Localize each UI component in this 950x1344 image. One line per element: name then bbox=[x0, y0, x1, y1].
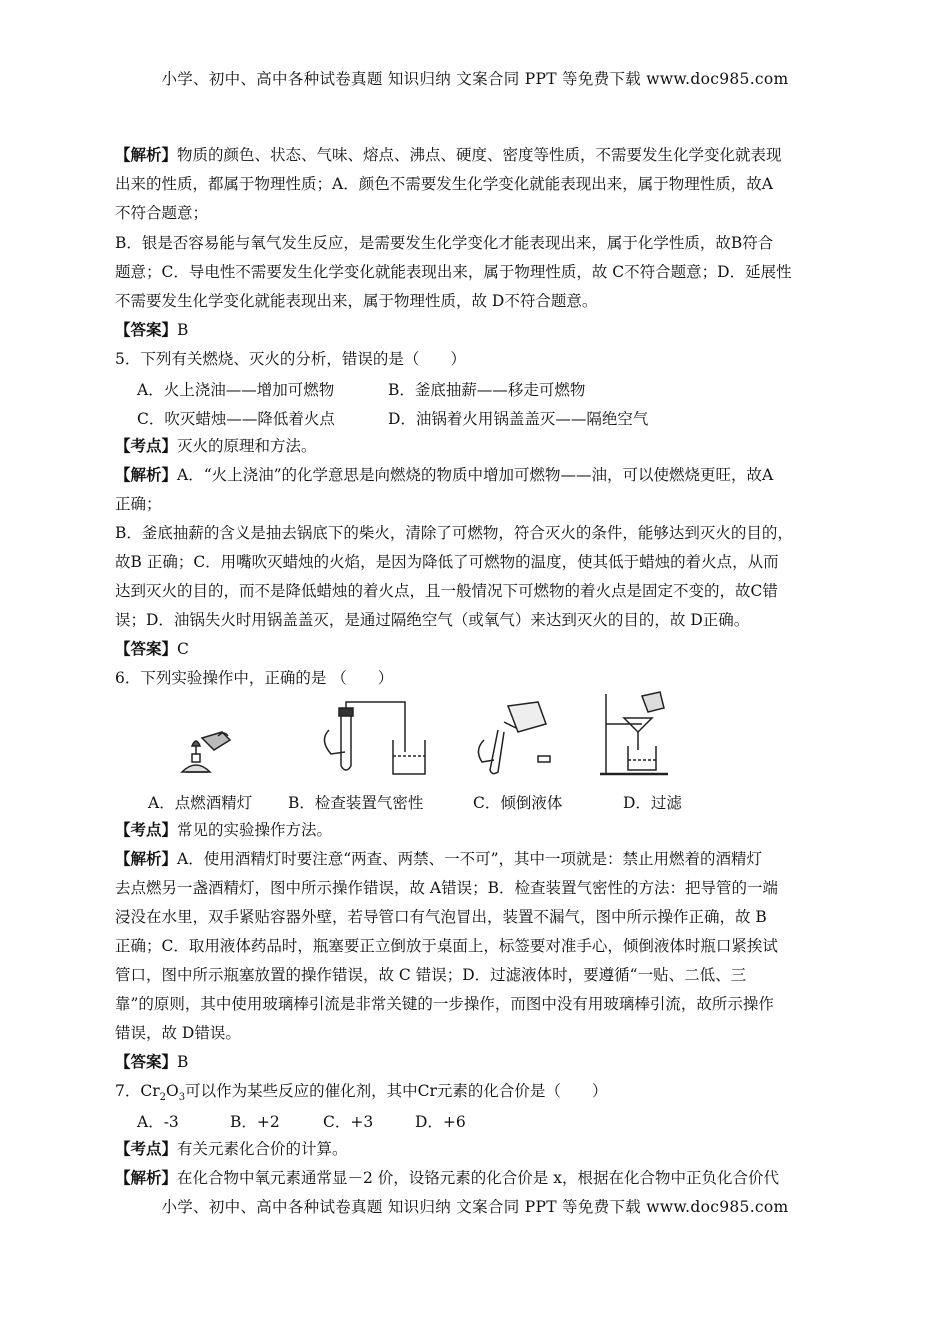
q6-explanation-tag: 【解析】 bbox=[115, 849, 178, 868]
q5-explanation-text-1: A．“火上浇油”的化学意思是向燃烧的物质中增加可燃物——油，可以使燃烧更旺，故A bbox=[177, 466, 774, 484]
q5-option-a: A．火上浇油——增加可燃物 bbox=[137, 381, 335, 399]
q5-option-d: D．油锅着火用锅盖盖灭——隔绝空气 bbox=[388, 410, 649, 428]
q6-stem: 6．下列实验操作中，正确的是 （ ） bbox=[115, 669, 394, 687]
q5-keypoint-text: 灭火的原理和方法。 bbox=[177, 437, 317, 455]
q7-option-d: D．+6 bbox=[415, 1113, 466, 1131]
q5-keypoint-tag: 【考点】 bbox=[115, 436, 178, 455]
figure-pouring-liquid bbox=[468, 700, 558, 780]
q5-answer-value: C bbox=[177, 640, 189, 658]
q4-answer-value: B bbox=[177, 321, 189, 339]
q7-option-c: C．+3 bbox=[323, 1113, 374, 1131]
q7-stem bbox=[115, 1081, 607, 1108]
q4-explanation-line-5: 题意；C．导电性不需要发生化学变化就能表现出来，属于物理性质，故 C不符合题意；D．延展性 bbox=[115, 263, 792, 281]
q6-explanation-line-2: 去点燃另一盏酒精灯，图中所示操作错误，故 A错误；B．检查装置气密性的方法：把导管的一端 bbox=[115, 879, 779, 897]
q5-option-c: C．吹灭蜡烛——降低着火点 bbox=[137, 410, 335, 428]
q7-stem-mid: O bbox=[166, 1082, 179, 1100]
q4-answer bbox=[115, 320, 188, 340]
q6-answer bbox=[115, 1052, 188, 1072]
q6-caption-d: D．过滤 bbox=[623, 794, 682, 812]
q6-explanation-line-7: 错误，故 D错误。 bbox=[115, 1024, 241, 1042]
q5-answer bbox=[115, 639, 189, 659]
q6-explanation-line-5: 管口，图中所示瓶塞放置的操作错误，故 C 错误；D．过滤液体时，要遵循“一贴、二低、三 bbox=[115, 966, 747, 984]
q5-explanation-line-3: B．釜底抽薪的含义是抽去锅底下的柴火，清除了可燃物，符合灭火的条件，能够达到灭火的目的， bbox=[115, 524, 793, 542]
q6-explanation-line-6: 靠”的原则，其中使用玻璃棒引流是非常关键的一步操作，而图中没有用玻璃棒引流，故所示操作 bbox=[115, 995, 774, 1013]
q5-explanation-line-6: 误；D．油锅失火时用锅盖盖灭，是通过隔绝空气（或氧气）来达到灭火的目的，故 D正确。 bbox=[115, 611, 750, 629]
q6-caption-c: C．倾倒液体 bbox=[473, 794, 563, 812]
q5-explanation-tag: 【解析】 bbox=[115, 465, 178, 484]
q6-caption-b: B．检查装置气密性 bbox=[288, 794, 424, 812]
q7-sub-2: 3 bbox=[178, 1092, 186, 1104]
q6-caption-a: A．点燃酒精灯 bbox=[148, 794, 253, 812]
q6-keypoint bbox=[115, 820, 332, 840]
q5-explanation-line-1 bbox=[115, 465, 773, 485]
q7-explanation-tag: 【解析】 bbox=[115, 1168, 178, 1187]
q7-keypoint bbox=[115, 1139, 348, 1159]
q7-option-a: A．-3 bbox=[137, 1113, 179, 1131]
q5-explanation-line-4: 故B 正确；C．用嘴吹灭蜡烛的火焰，是因为降低了可燃物的温度，使其低于蜡烛的着火点，从而 bbox=[115, 553, 779, 571]
q7-keypoint-text: 有关元素化合价的计算。 bbox=[177, 1140, 348, 1158]
q5-stem: 5．下列有关燃烧、灭火的分析，错误的是（ ） bbox=[115, 350, 466, 368]
q4-explanation-line-1 bbox=[115, 145, 782, 165]
q4-explanation-line-4: B．银是否容易能与氧气发生反应，是需要发生化学变化才能表现出来，属于化学性质，故B符合 bbox=[115, 234, 774, 252]
q5-explanation-line-2: 正确； bbox=[115, 495, 162, 513]
q6-explanation-line-3: 浸没在水里，双手紧贴容器外壁，若导管口有气泡冒出，装置不漏气，图中所示操作正确，故 B bbox=[115, 908, 767, 926]
q7-sub-1: 2 bbox=[159, 1092, 167, 1104]
q7-option-b: B．+2 bbox=[230, 1113, 280, 1131]
q6-keypoint-tag: 【考点】 bbox=[115, 820, 178, 839]
q4-explanation-text-1: 物质的颜色、状态、气味、熔点、沸点、硬度、密度等性质，不需要发生化学变化就表现 bbox=[177, 146, 782, 164]
q7-explanation-text-1: 在化合物中氧元素通常显－2 价，设铬元素的化合价是 x，根据在化合物中正负化合价代 bbox=[177, 1169, 779, 1187]
q5-option-b: B．釜底抽薪——移走可燃物 bbox=[388, 381, 586, 399]
q4-explanation-tag: 【解析】 bbox=[115, 145, 178, 164]
q5-keypoint bbox=[115, 436, 317, 456]
figure-alcohol-lamp bbox=[178, 728, 236, 778]
q4-explanation-line-2: 出来的性质，都属于物理性质；A．颜色不需要发生化学变化就能表现出来，属于物理性质，故A bbox=[115, 175, 773, 193]
q7-stem-suffix: 可以作为某些反应的催化剂，其中Cr元素的化合价是（ ） bbox=[185, 1082, 608, 1100]
page-footer: 小学、初中、高中各种试卷真题 知识归纳 文案合同 PPT 等免费下载 www.doc985.com bbox=[161, 1198, 789, 1216]
q6-explanation-line-4: 正确；C．取用液体药品时，瓶塞要正立倒放于桌面上，标签要对准手心，倾倒液体时瓶口紧挨试 bbox=[115, 937, 778, 955]
q4-answer-tag: 【答案】 bbox=[115, 320, 178, 339]
q6-explanation-text-1: A．使用酒精灯时要注意“两查、两禁、一不可”，其中一项就是：禁止用燃着的酒精灯 bbox=[177, 850, 763, 868]
figure-filtration bbox=[598, 690, 678, 780]
q7-keypoint-tag: 【考点】 bbox=[115, 1139, 178, 1158]
q6-explanation-line-1 bbox=[115, 849, 762, 869]
q5-answer-tag: 【答案】 bbox=[115, 639, 178, 658]
figure-airtightness-check bbox=[305, 700, 445, 780]
q4-explanation-line-3: 不符合题意； bbox=[115, 204, 209, 222]
q7-stem-prefix: 7．Cr bbox=[115, 1082, 160, 1100]
q6-answer-value: B bbox=[177, 1053, 189, 1071]
q6-answer-tag: 【答案】 bbox=[115, 1052, 178, 1071]
q4-explanation-line-6: 不需要发生化学变化就能表现出来，属于物理性质，故 D不符合题意。 bbox=[115, 292, 598, 310]
q6-keypoint-text: 常见的实验操作方法。 bbox=[177, 821, 333, 839]
q7-explanation-line-1 bbox=[115, 1168, 779, 1188]
q5-explanation-line-5: 达到灭火的目的，而不是降低蜡烛的着火点，且一般情况下可燃物的着火点是固定不变的，故C错 bbox=[115, 582, 778, 600]
page-header: 小学、初中、高中各种试卷真题 知识归纳 文案合同 PPT 等免费下载 www.doc985.com bbox=[161, 70, 789, 88]
